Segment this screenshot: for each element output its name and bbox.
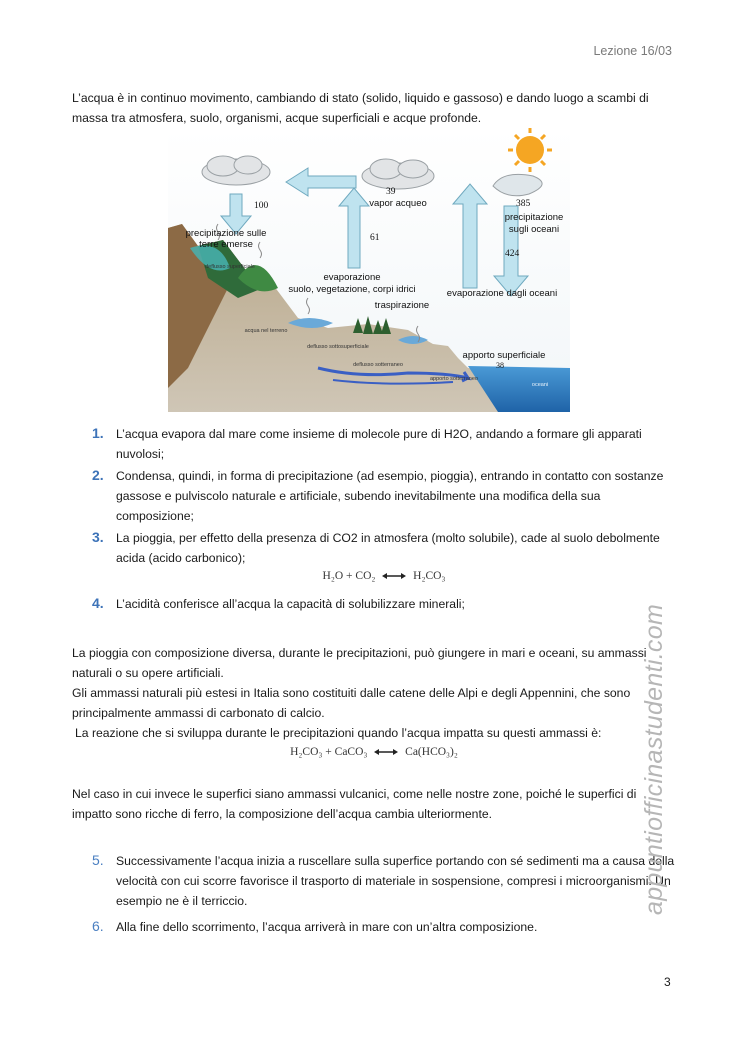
list-item: [92, 917, 676, 937]
intro-paragraph: L’acqua è in continuo movimento, cambiando di stato (solido, liquido e gassoso) e dando luogo a scambi di massa tra atmosfera, suolo, organismi, acque superficiali e acque profonde.: [72, 91, 649, 125]
steps-list-1: [92, 424, 676, 616]
label-acqua-terreno: acqua nel terreno: [244, 328, 288, 334]
list-item: [92, 466, 676, 526]
equation-right: Ca(HCO₃)₂: [405, 746, 458, 758]
double-arrow-icon: [374, 748, 398, 756]
label-apporto-sott: apporto sotterraneo: [429, 376, 479, 382]
list-text: L’acqua evapora dal mare come insieme di molecole pure di H2O, andando a formare gli apparati nuvolosi;: [116, 427, 642, 461]
label-precip-land-1: precipitazione sulle: [185, 228, 267, 239]
label-apporto: apporto superficiale: [462, 350, 546, 361]
paragraph-reaction-intro: La reazione che si sviluppa durante le precipitazioni quando l’acqua impatta su questi ammassi è:: [75, 726, 602, 740]
equation-left: H₂O + CO₂: [322, 570, 376, 582]
list-number: 1.: [92, 425, 104, 441]
num-385: 385: [516, 199, 531, 209]
label-evap-ocean: evaporazione dagli oceani: [446, 288, 558, 299]
label-deflusso-sup: deflusso superficiale: [205, 264, 255, 270]
num-39: 39: [386, 187, 396, 197]
label-precip-land-2: terre emerse: [199, 239, 253, 250]
equation-carbonic-acid: [92, 570, 676, 588]
list-item: [92, 528, 676, 568]
cloud-middle-icon: [362, 159, 434, 189]
label-precip-ocean-1: precipitazione: [504, 212, 564, 223]
num-100: 100: [254, 201, 269, 211]
list-item: [92, 851, 676, 911]
label-precip-ocean-2: sugli oceani: [508, 224, 560, 235]
label-vapor: vapor acqueo: [369, 198, 427, 209]
label-evap-2: suolo, vegetazione, corpi idrici: [288, 284, 416, 295]
label-deflusso-sott: deflusso sotterraneo: [353, 362, 403, 368]
list-text: La pioggia, per effetto della presenza di CO2 in atmosfera (molto solubile), cade al suolo debolmente acida (acido carbonico);: [116, 531, 660, 565]
list-text: Condensa, quindi, in forma di precipitazione (ad esempio, pioggia), entrando in contatto con sostanze gassose e pulviscolo naturale e artificiale, subendo inevitabilmente una modifica della sua composizione;: [116, 469, 664, 523]
equation-left: H₂CO₃ + CaCO₃: [290, 746, 368, 758]
steps-list-2: [92, 851, 676, 939]
paragraph-volcanic: Nel caso in cui invece le superfici siano ammassi vulcanici, come nelle nostre zone, poiché le superfici di impatto sono ricche di ferro, la composizione dell’acqua cambia ulteriormente.: [72, 787, 637, 821]
equation-right: H₂CO₃: [413, 570, 446, 582]
list-number: 4.: [92, 595, 104, 611]
double-arrow-icon: [382, 572, 406, 580]
list-item: [92, 424, 676, 464]
page-number: 3: [664, 975, 671, 989]
equation-calcium-bicarbonate: [72, 746, 676, 758]
cloud-left-icon: [202, 156, 270, 185]
lesson-header: Lezione 16/03: [593, 44, 672, 58]
water-cycle-diagram: [168, 128, 570, 412]
num-61: 61: [370, 233, 380, 243]
list-number: 5.: [92, 852, 104, 868]
label-oceani: oceani: [531, 382, 549, 388]
list-text: Alla fine dello scorrimento, l’acqua arriverà in mare con un’altra composizione.: [116, 920, 538, 934]
list-text: Successivamente l’acqua inizia a ruscellare sulla superfice portando con sé sedimenti ma a causa della velocità con cui scorre favorisce il trasporto di materiale in sospensione, compresi i microorganismi. Un esempio ne è il terriccio.: [116, 854, 675, 908]
list-number: 3.: [92, 529, 104, 545]
list-text: L’acidità conferisce all’acqua la capacità di solubilizzare minerali;: [116, 597, 465, 611]
label-evap-1: evaporazione: [323, 272, 381, 283]
paragraph-natural-masses: Gli ammassi naturali più estesi in Italia sono costituiti dalle catene delle Alpi e degli Appennini, che sono principalmente ammassi di carbonato di calcio.: [72, 686, 631, 720]
list-number: 2.: [92, 467, 104, 483]
watermark: appuntiofficinastudenti.com: [640, 603, 668, 915]
num-424: 424: [505, 249, 520, 259]
label-deflusso-sottosup: deflusso sottosuperficiale: [307, 344, 369, 350]
num-38: 38: [496, 361, 504, 370]
list-item: [92, 594, 676, 614]
list-number: 6.: [92, 918, 104, 934]
label-transpiration: traspirazione: [374, 300, 430, 311]
paragraph-rain-composition: La pioggia con composizione diversa, durante le precipitazioni, può giungere in mari e oceani, su ammassi naturali o su opere artificiali.: [72, 646, 647, 680]
